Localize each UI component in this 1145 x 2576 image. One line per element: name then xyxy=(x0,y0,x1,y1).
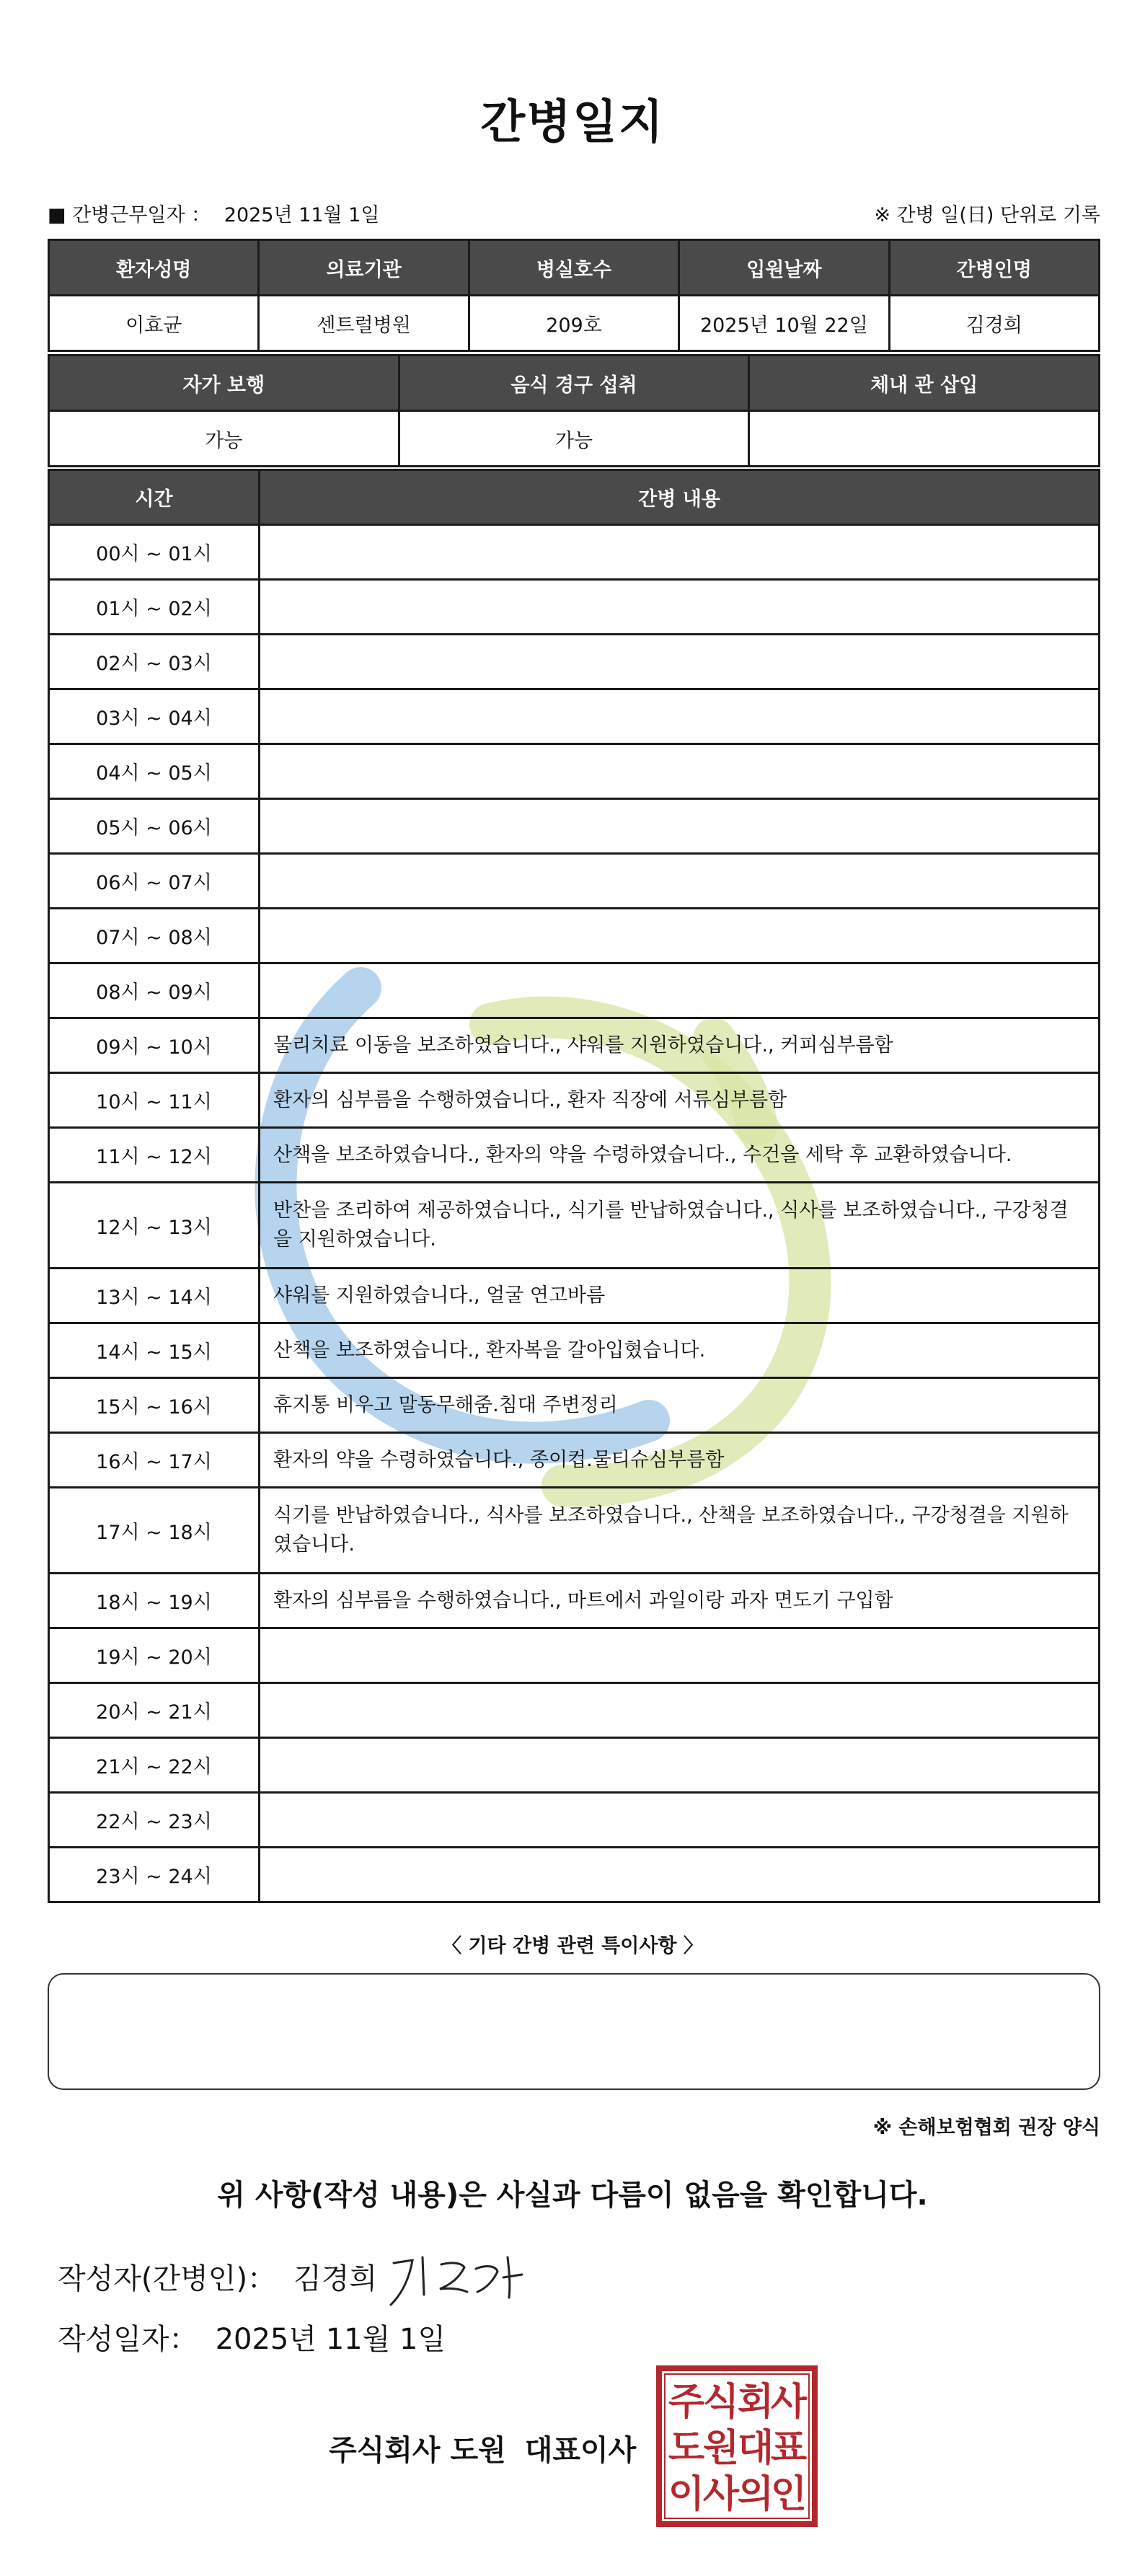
written-date-line xyxy=(58,2316,446,2357)
header-self-walking: 자가 보행 xyxy=(49,356,399,411)
oral-intake-value: 가능 xyxy=(399,411,749,467)
care-log-time: 11시 ~ 12시 xyxy=(49,1128,260,1183)
header-care-content: 간병 내용 xyxy=(260,470,1100,525)
svg-text:주: 주 xyxy=(668,2381,705,2424)
care-log-content xyxy=(260,635,1100,689)
care-log-time: 19시 ~ 20시 xyxy=(49,1628,260,1683)
care-log-time: 14시 ~ 15시 xyxy=(49,1323,260,1378)
recommend-note: ※ 손해보험협회 권장 양식 xyxy=(872,2117,1100,2139)
care-log-row xyxy=(49,1323,1100,1378)
svg-text:의: 의 xyxy=(737,2473,774,2516)
care-log-row xyxy=(49,1018,1100,1073)
care-log-body xyxy=(49,525,1100,1902)
care-log-row xyxy=(49,854,1100,909)
patient-status-header-row xyxy=(49,356,1100,411)
company-name: 주식회사 도원 xyxy=(329,2434,506,2467)
care-log-content xyxy=(260,525,1100,580)
care-log-content xyxy=(260,909,1100,963)
care-log-row xyxy=(49,909,1100,963)
care-log-content xyxy=(260,1848,1100,1902)
care-log-time: 15시 ~ 16시 xyxy=(49,1378,260,1433)
care-log-row xyxy=(49,1269,1100,1323)
header-admission-date: 입원날짜 xyxy=(679,240,889,296)
document-title: 간병일지 xyxy=(480,96,665,149)
care-log-content xyxy=(260,963,1100,1018)
header-room: 병실호수 xyxy=(469,240,678,296)
care-log-content: 산책을 보조하였습니다., 환자의 약을 수령하였습니다., 수건을 세탁 후 교환하였습니다. xyxy=(260,1128,1100,1183)
remarks-title: 〈 기타 간병 관련 특이사항 〉 xyxy=(442,1935,703,1957)
care-log-content xyxy=(260,1683,1100,1738)
care-log-content xyxy=(260,1793,1100,1848)
care-log-content: 산책을 보조하였습니다., 환자복을 갈아입혔습니다. xyxy=(260,1323,1100,1378)
care-log-table xyxy=(48,469,1100,1903)
care-log-row xyxy=(49,580,1100,635)
care-log-row xyxy=(49,1574,1100,1628)
care-log-header-row xyxy=(49,470,1100,525)
care-log-time: 18시 ~ 19시 xyxy=(49,1574,260,1628)
care-log-content: 환자의 심부름을 수행하였습니다., 마트에서 과일이랑 과자 면도기 구입함 xyxy=(260,1574,1100,1628)
care-log-time: 02시 ~ 03시 xyxy=(49,635,260,689)
header-patient-name: 환자성명 xyxy=(49,240,259,296)
svg-text:표: 표 xyxy=(770,2427,808,2470)
company-title: 대표이사 xyxy=(524,2434,637,2467)
care-log-time: 08시 ~ 09시 xyxy=(49,963,260,1018)
care-log-row xyxy=(49,744,1100,799)
care-log-content xyxy=(260,1738,1100,1793)
room-number: 209호 xyxy=(469,296,678,351)
care-log-content: 식기를 반납하였습니다., 식사를 보조하였습니다., 산책을 보조하였습니다., 구강청결을 지원하였습니다. xyxy=(260,1488,1100,1574)
care-log-content: 반찬을 조리하여 제공하였습니다., 식기를 반납하였습니다., 식사를 보조하였습니다., 구강청결을 지원하였습니다. xyxy=(260,1183,1100,1269)
care-log-row xyxy=(49,635,1100,689)
care-log-row xyxy=(49,1738,1100,1793)
care-log-row xyxy=(49,1488,1100,1574)
unit-note: ※ 간병 일(日) 단위로 기록 xyxy=(874,204,1100,226)
care-log-row xyxy=(49,1183,1100,1269)
care-log-time: 20시 ~ 21시 xyxy=(49,1683,260,1738)
care-log-time: 22시 ~ 23시 xyxy=(49,1793,260,1848)
care-log-time: 10시 ~ 11시 xyxy=(49,1073,260,1128)
care-log-time: 12시 ~ 13시 xyxy=(49,1183,260,1269)
care-log-row xyxy=(49,1628,1100,1683)
header-time: 시간 xyxy=(49,470,260,525)
work-date-label: ■ 간병근무일자 ： xyxy=(48,204,211,226)
care-log-time: 21시 ~ 22시 xyxy=(49,1738,260,1793)
care-log-time: 07시 ~ 08시 xyxy=(49,909,260,963)
care-log-content xyxy=(260,854,1100,909)
svg-text:사: 사 xyxy=(770,2381,808,2424)
written-date-value: 2025년 11월 1일 xyxy=(215,2323,446,2356)
signature xyxy=(381,2241,539,2313)
care-log-content xyxy=(260,799,1100,854)
care-log-row xyxy=(49,1433,1100,1488)
header-caregiver-name: 간병인명 xyxy=(889,240,1099,296)
care-log-time: 16시 ~ 17시 xyxy=(49,1433,260,1488)
care-log-row xyxy=(49,963,1100,1018)
care-log-row xyxy=(49,525,1100,580)
care-log-row xyxy=(49,1683,1100,1738)
tube-insertion-value xyxy=(749,411,1100,467)
caregiver-name: 김경희 xyxy=(889,296,1099,351)
care-log-content: 샤워를 지원하였습니다., 얼굴 연고바름 xyxy=(260,1269,1100,1323)
care-log-content: 휴지통 비우고 말동무해줌.침대 주변정리 xyxy=(260,1378,1100,1433)
company-line xyxy=(329,2427,636,2469)
work-date-line xyxy=(48,199,379,227)
patient-name: 이효균 xyxy=(49,296,259,351)
care-log-content xyxy=(260,580,1100,635)
svg-text:회: 회 xyxy=(737,2381,774,2424)
care-log-row xyxy=(49,1128,1100,1183)
care-log-time: 03시 ~ 04시 xyxy=(49,689,260,744)
header-oral-intake: 음식 경구 섭취 xyxy=(399,356,749,411)
care-log-content: 물리치료 이동을 보조하였습니다., 샤워를 지원하였습니다., 커피심부름함 xyxy=(260,1018,1100,1073)
patient-info-table xyxy=(48,239,1100,352)
patient-status-value-row xyxy=(49,411,1100,467)
svg-text:대: 대 xyxy=(737,2427,774,2470)
company-seal-stamp xyxy=(655,2364,819,2528)
header-hospital: 의료기관 xyxy=(259,240,469,296)
care-log-time: 00시 ~ 01시 xyxy=(49,525,260,580)
care-log-row xyxy=(49,799,1100,854)
hospital-name: 센트럴병원 xyxy=(259,296,469,351)
work-date-value: 2025년 11월 1일 xyxy=(224,204,380,226)
care-log-time: 05시 ~ 06시 xyxy=(49,799,260,854)
care-log-content: 환자의 심부름을 수행하였습니다., 환자 직장에 서류심부름함 xyxy=(260,1073,1100,1128)
remarks-box xyxy=(48,1973,1100,2090)
writer-line xyxy=(58,2256,377,2297)
care-log-content xyxy=(260,1628,1100,1683)
care-log-time: 09시 ~ 10시 xyxy=(49,1018,260,1073)
svg-text:원: 원 xyxy=(702,2427,740,2470)
patient-info-header-row xyxy=(49,240,1100,296)
care-log-content: 환자의 약을 수령하였습니다., 종이컵.물티슈심부름함 xyxy=(260,1433,1100,1488)
care-log-time: 17시 ~ 18시 xyxy=(49,1488,260,1574)
care-log-time: 04시 ~ 05시 xyxy=(49,744,260,799)
care-log-row xyxy=(49,1073,1100,1128)
patient-status-table xyxy=(48,354,1100,467)
svg-text:도: 도 xyxy=(668,2427,705,2470)
care-log-time: 01시 ~ 02시 xyxy=(49,580,260,635)
care-log-content xyxy=(260,744,1100,799)
svg-text:인: 인 xyxy=(770,2473,808,2516)
care-log-time: 23시 ~ 24시 xyxy=(49,1848,260,1902)
confirm-statement: 위 사항(작성 내용)은 사실과 다름이 없음을 확인합니다. xyxy=(217,2179,928,2212)
writer-label: 작성자(간병인)： xyxy=(58,2262,277,2295)
self-walking-value: 가능 xyxy=(49,411,399,467)
care-log-content xyxy=(260,689,1100,744)
svg-text:이: 이 xyxy=(668,2473,705,2516)
care-log-row xyxy=(49,689,1100,744)
header-tube-insertion: 체내 관 삽입 xyxy=(749,356,1100,411)
care-log-time: 06시 ~ 07시 xyxy=(49,854,260,909)
written-date-label: 작성일자： xyxy=(58,2323,198,2356)
patient-info-value-row xyxy=(49,296,1100,351)
care-log-time: 13시 ~ 14시 xyxy=(49,1269,260,1323)
svg-text:사: 사 xyxy=(702,2473,740,2516)
svg-text:식: 식 xyxy=(702,2381,740,2424)
care-log-row xyxy=(49,1848,1100,1902)
care-log-row xyxy=(49,1793,1100,1848)
admission-date: 2025년 10월 22일 xyxy=(679,296,889,351)
writer-name: 김경희 xyxy=(293,2262,377,2295)
care-log-row xyxy=(49,1378,1100,1433)
